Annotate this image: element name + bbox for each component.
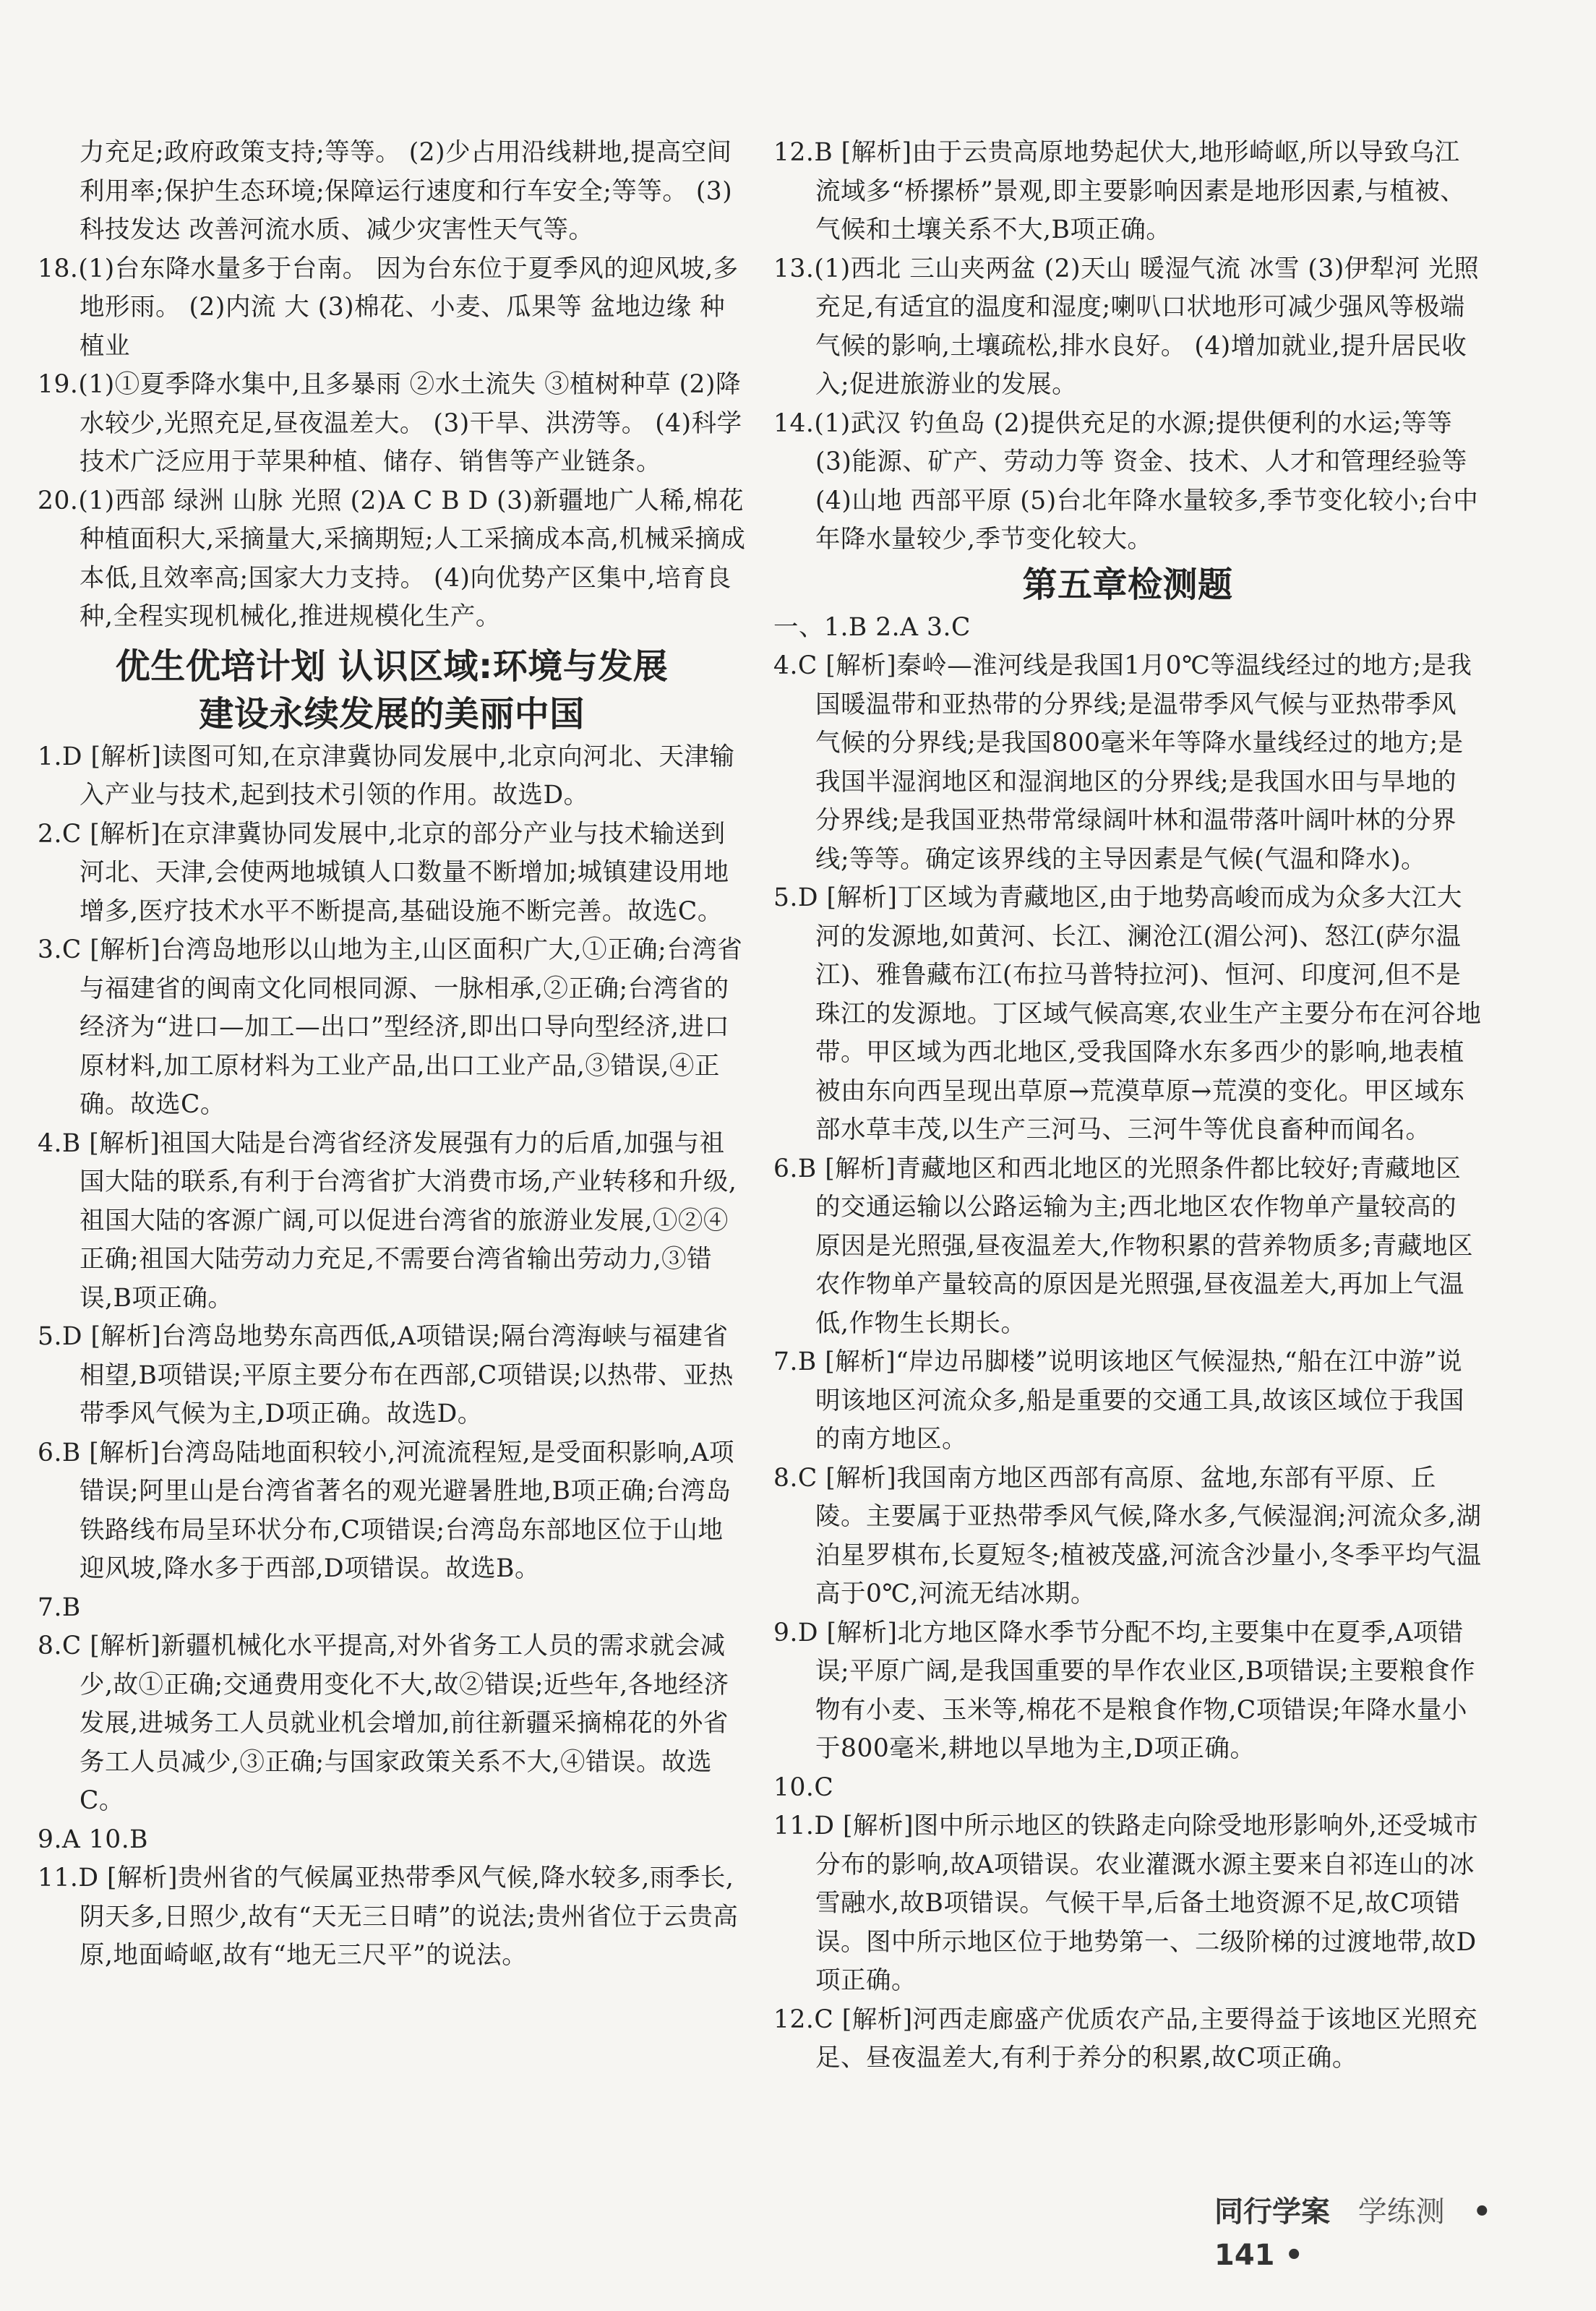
answer-paragraph: 10.C (773, 1772, 834, 1802)
answer-paragraph: 11.D [解析]贵州省的气候属亚热带季风气候,降水较多,雨季长,阴天多,日照少,故有“天无三日晴”的说法;贵州省位于云贵高原,地面崎岖,故有“地无三尺平”的说法。 (38, 1864, 739, 1970)
answer-paragraph: 4.B [解析]祖国大陆是台湾省经济发展强有力的后盾,加强与祖国大陆的联系,有利于台湾省扩大消费市场,产业转移和升级,祖国大陆的客源广阔,可以促进台湾省的旅游业发展,①②④正确;祖国大陆劳动力充足,不需要台湾省输出劳动力,③错误,B项正确。 (38, 1128, 737, 1313)
answer-paragraph: 9.D [解析]北方地区降水季节分配不均,主要集中在夏季,A项错误;平原广阔,是我国重要的旱作农业区,B项错误;主要粮食作物有小麦、玉米等,棉花不是粮食作物,C项错误;年降水量小于800毫米,耕地以旱地为主,D项正确。 (773, 1618, 1476, 1763)
footer-subtitle: 学练测 (1357, 2195, 1445, 2229)
answer-paragraph: 8.C [解析]新疆机械化水平提高,对外省务工人员的需求就会减少,故①正确;交通费用变化不大,故②错误;近些年,各地经济发展,进城务工人员就业机会增加,前往新疆采摘棉花的外省务工人员减少,③正确;与国家政策关系不大,④错误。故选C。 (38, 1632, 729, 1815)
answer-paragraph: 18.(1)台东降水量多于台南。 因为台东位于夏季风的迎风坡,多地形雨。 (2)内流 大 (3)棉花、小麦、瓜果等 盆地边缘 种植业 (38, 254, 739, 361)
answer-paragraph: 12.B [解析]由于云贵高原地势起伏大,地形崎岖,所以导致乌江流域多“桥摞桥”景观,即主要影响因素是地形因素,与植被、气候和土壤关系不大,B项正确。 (773, 138, 1466, 244)
answer-paragraph: 5.D [解析]台湾岛地势东高西低,A项错误;隔台湾海峡与福建省相望,B项错误;平原主要分布在西部,C项错误;以热带、亚热带季风气候为主,D项正确。故选D。 (38, 1322, 734, 1428)
footer-brand: 同行学案 (1214, 2195, 1330, 2229)
page-number: • 141 • (1214, 2195, 1492, 2272)
answer-paragraph: 3.C [解析]台湾岛地形以山地为主,山区面积广大,①正确;台湾省与福建省的闽南文化同根同源、一脉相承,②正确;台湾省的经济为“进口—加工—出口”型经济,即出口导向型经济,进口原材料,加工原材料为工业产品,出口工业产品,③错误,④正确。故选C。 (38, 935, 743, 1119)
page-footer (1214, 2190, 1547, 2272)
answer-paragraph: 6.B [解析]青藏地区和西北地区的光照条件都比较好;青藏地区的交通运输以公路运输为主;西北地区农作物单产量较高的原因是光照强,昼夜温差大,作物积累的营养物质多;青藏地区农作物单产量较高的原因是光照强,昼夜温差大,再加上气温低,作物生长期长。 (773, 1154, 1474, 1338)
answer-paragraph: 1.D [解析]读图可知,在京津冀协同发展中,北京向河北、天津输入产业与技术,起到技术引领的作用。故选D。 (38, 742, 735, 810)
answer-paragraph: 11.D [解析]图中所示地区的铁路走向除受地形影响外,还受城市分布的影响,故A项错误。农业灌溉水源主要来自祁连山的冰雪融水,故B项错误。气候干旱,后备土地资源不足,故C项错误。图中所示地区位于地势第一、二级阶梯的过渡地带,故D项正确。 (773, 1812, 1479, 1995)
answer-paragraph: 一、1.B 2.A 3.C (773, 612, 971, 642)
left-column (38, 134, 746, 1976)
answer-paragraph: 2.C [解析]在京津冀协同发展中,北京的部分产业与技术输送到河北、天津,会使两地城镇人口数量不断增加;城镇建设用地增多,医疗技术水平不断提高,基础设施不断完善。故选C。 (38, 819, 729, 926)
answer-paragraph: 6.B [解析]台湾岛陆地面积较小,河流流程短,是受面积影响,A项错误;阿里山是台湾省著名的观光避暑胜地,B项正确;台湾岛铁路线布局呈环状分布,C项错误;台湾岛东部地区位于山地迎风坡,降水多于西部,D项错误。故选B。 (38, 1438, 734, 1583)
right-column (773, 134, 1482, 2078)
answer-paragraph: 19.(1)①夏季降水集中,且多暴雨 ②水土流失 ③植树种草 (2)降水较少,光照充足,昼夜温差大。 (3)干旱、洪涝等。 (4)科学技术广泛应用于苹果种植、储存、销售等产业链条。 (38, 370, 742, 476)
answer-paragraph: 力充足;政府政策支持;等等。 (2)少占用沿线耕地,提高空间利用率;保护生态环境;保障运行速度和行车安全;等等。 (3)科技发达 改善河流水质、减少灾害性天气等。 (80, 138, 733, 244)
section-title: 优生优培计划 认识区域:环境与发展 (115, 646, 669, 687)
answer-paragraph: 14.(1)武汉 钓鱼岛 (2)提供充足的水源;提供便利的水运;等等 (3)能源、矿产、劳动力等 资金、技术、人才和管理经验等 (4)山地 西部平原 (5)台北年降水量较多,季节变化较小;台中年降水量较少,季节变化较大。 (773, 408, 1479, 554)
answer-paragraph: 7.B [解析]“岸边吊脚楼”说明该地区气候湿热,“船在江中游”说明该地区河流众多,船是重要的交通工具,故该区域位于我国的南方地区。 (773, 1347, 1464, 1454)
answer-paragraph: 5.D [解析]丁区域为青藏地区,由于地势高峻而成为众多大江大河的发源地,如黄河、长江、澜沧江(湄公河)、怒江(萨尔温江)、雅鲁藏布江(布拉马普特拉河)、恒河、印度河,但不是珠江的发源地。丁区域气候高寒,农业生产主要分布在河谷地带。甲区域为西北地区,受我国降水东多西少的影响,地表植被由东向西呈现出草原→荒漠草原→荒漠的变化。甲区域东部水草丰茂,以生产三河马、三河牛等优良畜种而闻名。 (773, 883, 1482, 1144)
answer-paragraph: 7.B (38, 1592, 81, 1622)
answer-paragraph: 13.(1)西北 三山夹两盆 (2)天山 暖湿气流 冰雪 (3)伊犁河 光照充足,有适宜的温度和湿度;喇叭口状地形可减少强风等极端气候的影响,土壤疏松,排水良好。 (4)增加就业,提升居民收入;促进旅游业的发展。 (773, 254, 1480, 399)
section-title: 建设永续发展的美丽中国 (199, 693, 585, 734)
answer-paragraph: 8.C [解析]我国南方地区西部有高原、盆地,东部有平原、丘陵。主要属于亚热带季风气候,降水多,气候湿润;河流众多,湖泊星罗棋布,长夏短冬;植被茂盛,河流含沙量小,冬季平均气温高于0℃,河流无结冰期。 (773, 1463, 1482, 1608)
answer-paragraph: 12.C [解析]河西走廊盛产优质农产品,主要得益于该地区光照充足、昼夜温差大,有利于养分的积累,故C项正确。 (773, 2005, 1478, 2072)
answer-paragraph: 9.A 10.B (38, 1825, 149, 1854)
section-title: 第五章检测题 (1022, 564, 1233, 605)
answer-paragraph: 4.C [解析]秦岭—淮河线是我国1月0℃等温线经过的地方;是我国暖温带和亚热带的分界线;是温带季风气候与亚热带季风气候的分界线;是我国800毫米年等降水量线经过的地方;是我国半湿润地区和湿润地区的分界线;是我国水田与旱地的分界线;是我国亚热带常绿阔叶林和温带落叶阔叶林的分界线;等等。确定该界线的主导因素是气候(气温和降水)。 (773, 651, 1472, 874)
answer-paragraph: 20.(1)西部 绿洲 山脉 光照 (2)A C B D (3)新疆地广人稀,棉花种植面积大,采摘量大,采摘期短;人工采摘成本高,机械采摘成本低,且效率高;国家大力支持。 (4)向优势产区集中,培育良种,全程实现机械化,推进规模化生产。 (38, 486, 746, 631)
